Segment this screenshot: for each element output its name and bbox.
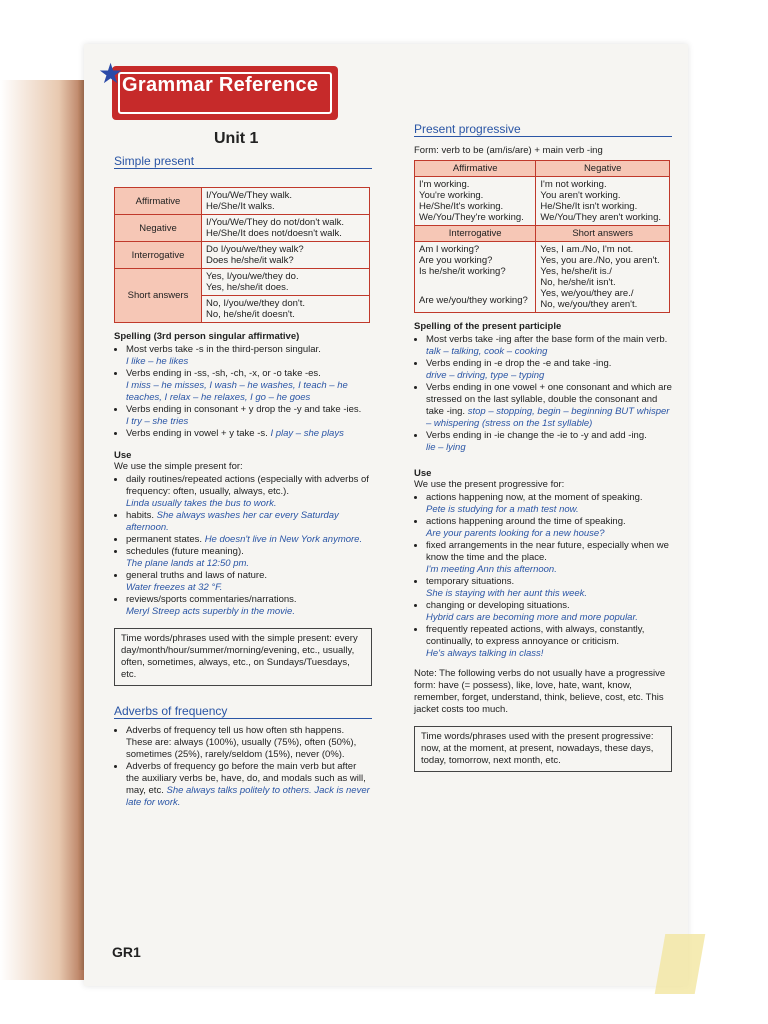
list-item <box>426 492 672 516</box>
right-column <box>414 122 672 772</box>
table-line: I/You/We/They do not/don't walk. <box>206 217 345 228</box>
example: He doesn't live in New York anymore. <box>204 534 363 545</box>
list-item <box>126 368 372 404</box>
header-interrogative: Interrogative <box>415 226 536 242</box>
list-item <box>126 404 372 428</box>
simple-present-title: Simple present <box>114 154 372 169</box>
list-item <box>126 344 372 368</box>
row-content <box>202 188 370 215</box>
item-text: daily routines/repeated actions (especially with adverbs of frequency: often, usually, always, etc.). <box>126 474 369 497</box>
example: He's always talking in class! <box>426 648 544 659</box>
page-number: GR1 <box>112 944 141 960</box>
item-text: frequently repeated actions, with always, constantly, continually, to express annoyance or criticism. <box>426 624 645 647</box>
table-line: No, he/she/it doesn't. <box>206 309 295 320</box>
spacer <box>419 277 531 295</box>
spelling-title: Spelling (3rd person singular affirmative) <box>114 331 300 342</box>
list-item <box>126 594 372 618</box>
example: drive – driving, type – typing <box>426 370 545 381</box>
star-icon: ★ <box>98 58 124 89</box>
spelling-list <box>114 344 372 440</box>
header-negative: Negative <box>536 161 670 177</box>
item-text: habits. <box>126 510 154 521</box>
table-line: Do I/you/we/they walk? <box>206 244 304 255</box>
unit-title: Unit 1 <box>214 130 259 147</box>
affirmative-cell <box>415 177 536 226</box>
item-text: Verbs ending in -ss, -sh, -ch, -x, or -o take -es. <box>126 368 321 379</box>
example: I'm meeting Ann this afternoon. <box>426 564 557 575</box>
item-text: actions happening now, at the moment of speaking. <box>426 492 643 503</box>
table-line: Yes, he/she/it is./ <box>540 266 612 277</box>
table-line: We/You/They aren't working. <box>540 212 662 223</box>
present-progressive-title: Present progressive <box>414 122 672 137</box>
list-item <box>426 382 672 430</box>
list-item <box>426 358 672 382</box>
table-line: Yes, I am./No, I'm not. <box>540 244 634 255</box>
item-text: Most verbs take -s in the third-person singular. <box>126 344 321 355</box>
table-line: Is he/she/it working? <box>419 266 506 277</box>
item-text: fixed arrangements in the near future, especially when we know the time and the place. <box>426 540 669 563</box>
item-text: changing or developing situations. <box>426 600 570 611</box>
item-text: schedules (future meaning). <box>126 546 244 557</box>
example: stop – stopping, begin – beginning BUT whisper – whispering (stress on the 1st syllable) <box>426 406 670 429</box>
item-text: reviews/sports commentaries/narrations. <box>126 594 297 605</box>
table-line: No, we/you/they aren't. <box>540 299 638 310</box>
short-answers-negative <box>202 295 369 320</box>
table-line: I'm not working. <box>540 179 607 190</box>
example: Linda usually takes the bus to work. <box>126 498 277 509</box>
row-content <box>202 215 370 242</box>
use-title: Use <box>114 450 132 461</box>
example: Meryl Streep acts superbly in the movie. <box>126 606 295 617</box>
example: She always talks politely to others. Jack is never late for work. <box>126 785 370 808</box>
simple-present-time-box: Time words/phrases used with the simple present: every day/month/hour/summer/morning/evening, etc., usually, often, sometimes, always, etc., on Sundays/Tuesdays, etc. <box>114 628 372 686</box>
use-intro: We use the simple present for: <box>114 461 243 472</box>
participle-spelling-title: Spelling of the present participle <box>414 321 562 332</box>
table-line: No, he/she/it isn't. <box>540 277 616 288</box>
pp-time-box: Time words/phrases used with the present progressive: now, at the moment, at present, nowadays, these days, today, tomorrow, next month, etc. <box>414 726 672 772</box>
use-list <box>114 474 372 618</box>
table-line: Are you working? <box>419 255 493 266</box>
table-line: Am I working? <box>419 244 480 255</box>
header-short-answers: Short answers <box>536 226 670 242</box>
pp-use-list <box>414 492 672 660</box>
participle-spelling-list <box>414 334 672 454</box>
table-row <box>415 242 670 313</box>
table-line: We/You/They're working. <box>419 212 524 223</box>
item-text: Adverbs of frequency tell us how often sth happens. These are: always (100%), usually (75%), often (50%), sometimes (25%), rarely/seldom (15%), never (0%). <box>126 725 357 760</box>
adverbs-list <box>114 725 372 809</box>
table-row <box>415 177 670 226</box>
list-item <box>126 510 372 534</box>
table-line: Yes, you are./No, you aren't. <box>540 255 660 266</box>
list-item <box>426 430 672 454</box>
example: She always washes her car every Saturday afternoon. <box>126 510 339 533</box>
list-item <box>426 600 672 624</box>
banner-title: Grammar Reference <box>122 74 319 96</box>
item-text: permanent states. <box>126 534 203 545</box>
example: I like – he likes <box>126 356 189 367</box>
item-text: Most verbs take -ing after the base form of the main verb. <box>426 334 668 345</box>
list-item <box>426 624 672 660</box>
table-line: He/She/It isn't working. <box>540 201 638 212</box>
example: Are your parents looking for a new house? <box>426 528 605 539</box>
table-line: You aren't working. <box>540 190 621 201</box>
table-row <box>115 242 370 269</box>
list-item <box>126 428 372 440</box>
short-answers-cell <box>536 242 670 313</box>
table-line: Yes, I/you/we/they do. <box>206 271 299 282</box>
table-line: Yes, he/she/it does. <box>206 282 289 293</box>
item-text: Verbs ending in -ie change the -ie to -y and add -ing. <box>426 430 647 441</box>
list-item <box>126 761 372 809</box>
item-text: actions happening around the time of speaking. <box>426 516 626 527</box>
table-row <box>115 269 370 323</box>
table-row <box>415 226 670 242</box>
list-item <box>126 725 372 761</box>
example: The plane lands at 12:50 pm. <box>126 558 250 569</box>
row-label: Negative <box>115 215 202 242</box>
list-item <box>126 570 372 594</box>
example: talk – talking, cook – cooking <box>426 346 548 357</box>
item-text: Verbs ending in vowel + y take -s. <box>126 428 268 439</box>
table-line: I'm working. <box>419 179 470 190</box>
list-item <box>426 516 672 540</box>
example: Hybrid cars are becoming more and more popular. <box>426 612 638 623</box>
book-spine <box>0 80 84 980</box>
example: lie – lying <box>426 442 466 453</box>
example: Water freezes at 32 °F. <box>126 582 223 593</box>
row-content <box>202 269 370 323</box>
table-line: Yes, we/you/they are./ <box>540 288 634 299</box>
item-text: Adverbs of frequency go before the main verb but after the auxiliary verbs be, have, do, and modals such as will, may, etc. <box>126 761 366 796</box>
item-text: general truths and laws of nature. <box>126 570 268 581</box>
item-text: Verbs ending in -e drop the -e and take -ing. <box>426 358 612 369</box>
row-label: Affirmative <box>115 188 202 215</box>
table-row <box>115 215 370 242</box>
header-affirmative: Affirmative <box>415 161 536 177</box>
item-text: Verbs ending in one vowel + one consonant and which are stressed on the last syllable, double the consonant and take -ing. <box>426 382 672 417</box>
table-line: Are we/you/they working? <box>419 295 528 306</box>
example: I try – she tries <box>126 416 189 427</box>
table-line: No, I/you/we/they don't. <box>206 298 305 309</box>
example: I play – she plays <box>270 428 344 439</box>
table-line: You're working. <box>419 190 484 201</box>
adverbs-title: Adverbs of frequency <box>114 704 372 719</box>
example: Pete is studying for a math test now. <box>426 504 579 515</box>
example: I miss – he misses, I wash – he washes, I teach – he teaches, I relax – he relaxes, I go – he goes <box>126 380 348 403</box>
list-item <box>126 474 372 510</box>
list-item <box>426 334 672 358</box>
table-line: He/She/It walks. <box>206 201 275 212</box>
list-item <box>426 540 672 576</box>
table-line: He/She/It's working. <box>419 201 504 212</box>
table-line: Does he/she/it walk? <box>206 255 294 266</box>
row-content <box>202 242 370 269</box>
row-label: Short answers <box>115 269 202 323</box>
negative-cell <box>536 177 670 226</box>
example: She is staying with her aunt this week. <box>426 588 588 599</box>
interrogative-cell <box>415 242 536 313</box>
simple-present-table <box>114 187 370 323</box>
left-column <box>114 150 372 809</box>
list-item <box>126 534 372 546</box>
table-line: He/She/It does not/doesn't walk. <box>206 228 342 239</box>
list-item <box>426 576 672 600</box>
item-text: Verbs ending in consonant + y drop the -y and take -ies. <box>126 404 362 415</box>
table-row <box>415 161 670 177</box>
item-text: temporary situations. <box>426 576 515 587</box>
row-label: Interrogative <box>115 242 202 269</box>
pp-use-title: Use <box>414 468 432 479</box>
grammar-reference-banner <box>112 66 338 120</box>
note-text: Note: The following verbs do not usually have a progressive form: have (= possess), like, love, hate, want, know, remember, forget, understand, think, believe, cost, etc. This jacket costs too much. <box>414 668 666 715</box>
table-row <box>115 188 370 215</box>
list-item <box>126 546 372 570</box>
pp-use-intro: We use the present progressive for: <box>414 479 565 490</box>
present-progressive-table <box>414 160 670 313</box>
form-line: Form: verb to be (am/is/are) + main verb -ing <box>414 145 603 156</box>
table-line: I/You/We/They walk. <box>206 190 293 201</box>
